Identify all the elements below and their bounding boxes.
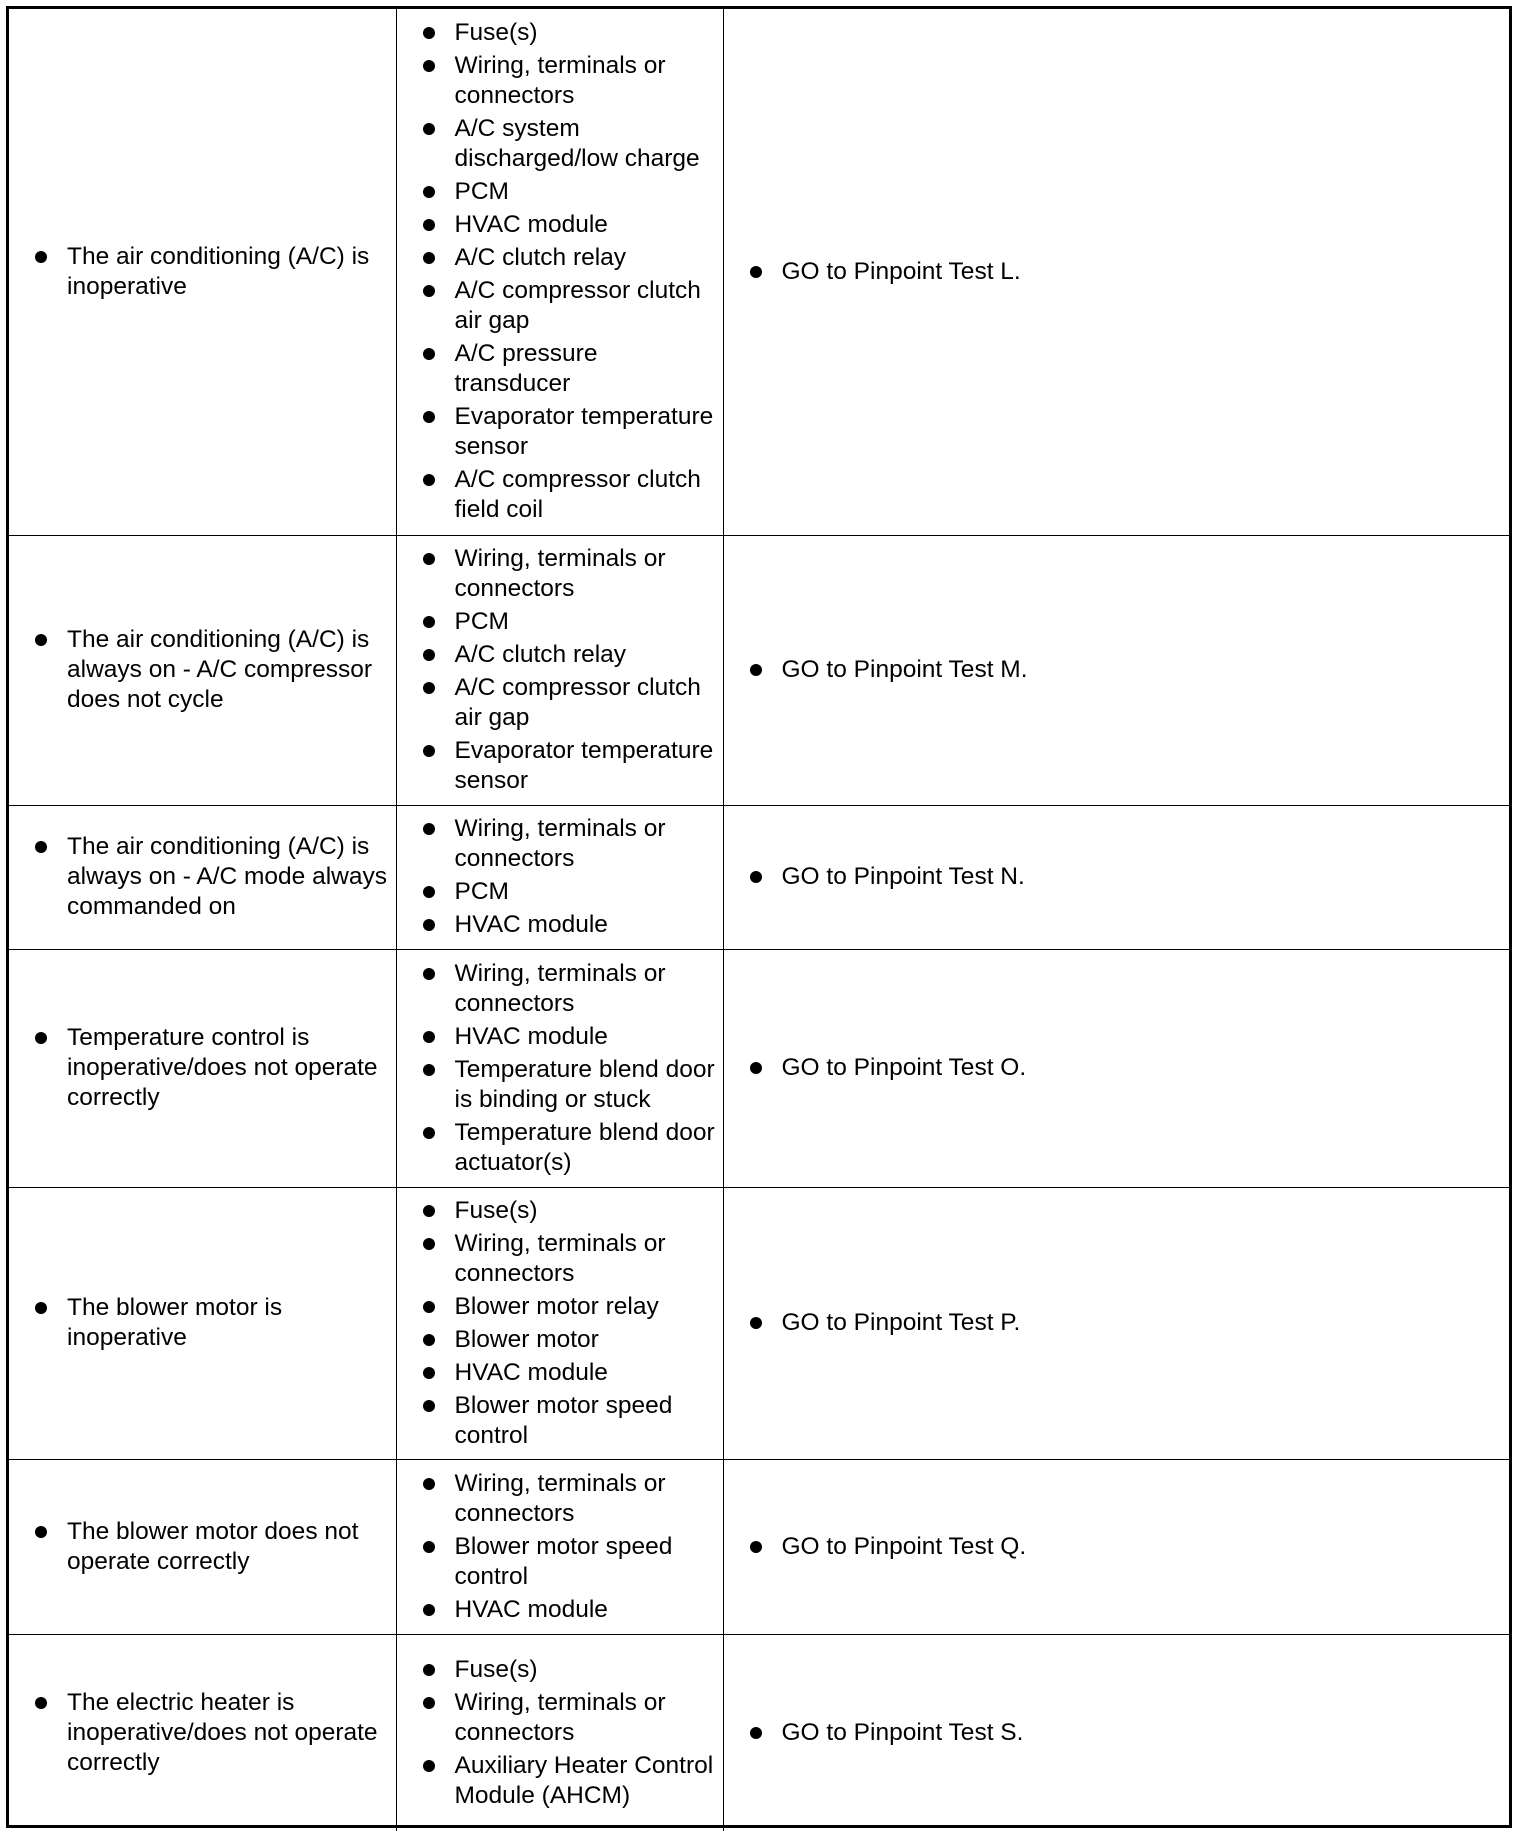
list-item (423, 51, 719, 111)
list-item (423, 1196, 719, 1226)
list-item (750, 1053, 1502, 1083)
action-cell (723, 1187, 1509, 1459)
bullet-icon (423, 1367, 435, 1379)
bullet-icon (423, 252, 435, 264)
symptom-chart-frame (6, 6, 1512, 1828)
list-item (423, 1655, 719, 1685)
list-item (35, 1517, 388, 1577)
cause-text: Fuse(s) (454, 1655, 538, 1683)
list-item (423, 1391, 719, 1451)
bullet-icon (750, 1062, 762, 1074)
cause-text: Evaporator temperature sensor (454, 737, 714, 794)
list-item (423, 1292, 719, 1322)
cause-text: A/C system discharged/low charge (454, 115, 700, 173)
bullet-icon (423, 348, 435, 360)
list-item (35, 1688, 388, 1778)
table-row (9, 949, 1509, 1187)
bullet-icon (423, 553, 435, 565)
cause-text: Temperature blend door actuator(s) (454, 1118, 715, 1176)
causes-cell (396, 1187, 723, 1459)
list-item (423, 910, 719, 940)
cause-text: PCM (454, 878, 509, 905)
causes-cell (396, 1634, 723, 1831)
list-item (423, 814, 719, 874)
table-row (9, 1634, 1509, 1831)
bullet-icon (423, 823, 435, 835)
bullet-icon (35, 251, 47, 263)
bullet-icon (423, 1760, 435, 1772)
cause-text: Wiring, terminals or connectors (454, 1469, 666, 1527)
bullet-icon (423, 1301, 435, 1313)
causes-cell (396, 949, 723, 1187)
bullet-icon (750, 1727, 762, 1739)
action-cell (723, 949, 1509, 1187)
cause-text: HVAC module (454, 911, 608, 938)
table-row (9, 805, 1509, 949)
bullet-icon (423, 60, 435, 72)
list-item (423, 1595, 719, 1625)
action-text: GO to Pinpoint Test O. (781, 1054, 1027, 1081)
action-text: GO to Pinpoint Test L. (781, 257, 1021, 285)
bullet-icon (423, 123, 435, 135)
bullet-icon (423, 1400, 435, 1412)
list-item (750, 1532, 1502, 1562)
list-item (423, 607, 719, 637)
list-item (423, 1688, 719, 1748)
list-item (750, 257, 1502, 287)
condition-text: The electric heater is inoperative/does not operate correctly (67, 1688, 378, 1776)
condition-text: The air conditioning (A/C) is always on - A/C compressor does not cycle (67, 626, 372, 713)
bullet-icon (423, 682, 435, 694)
cause-text: Fuse(s) (454, 19, 538, 47)
action-text: GO to Pinpoint Test S. (781, 1718, 1024, 1746)
cause-text: PCM (454, 178, 509, 206)
cause-text: A/C compressor clutch air gap (454, 674, 701, 731)
bullet-icon (423, 919, 435, 931)
table-row (9, 1459, 1509, 1634)
list-item (423, 276, 719, 336)
condition-text: The air conditioning (A/C) is always on - A/C mode always commanded on (67, 833, 387, 920)
list-item (423, 402, 719, 462)
bullet-icon (423, 1478, 435, 1490)
cause-text: A/C clutch relay (454, 641, 627, 668)
bullet-icon (750, 266, 762, 278)
action-text: GO to Pinpoint Test M. (781, 656, 1028, 683)
cause-text: HVAC module (454, 1358, 608, 1386)
list-item (423, 673, 719, 733)
list-item (423, 959, 719, 1019)
action-cell (723, 1634, 1509, 1831)
cause-text: Auxiliary Heater Control Module (AHCM) (454, 1751, 714, 1809)
cause-text: Temperature blend door is binding or stuck (454, 1055, 715, 1113)
cause-text: Wiring, terminals or connectors (454, 815, 666, 872)
list-item (423, 18, 719, 48)
causes-list (423, 814, 719, 940)
cause-text: Fuse(s) (454, 1196, 538, 1224)
bullet-icon (35, 841, 47, 853)
bullet-icon (423, 745, 435, 757)
bullet-icon (750, 871, 762, 883)
causes-cell (396, 805, 723, 949)
causes-list (423, 1196, 719, 1451)
symptom-chart-body (9, 9, 1509, 1831)
cause-text: HVAC module (454, 211, 608, 239)
bullet-icon (423, 285, 435, 297)
condition-cell (9, 9, 396, 535)
bullet-icon (423, 1127, 435, 1139)
cause-text: Wiring, terminals or connectors (454, 1229, 666, 1287)
list-item (423, 544, 719, 604)
condition-cell (9, 1634, 396, 1831)
table-row (9, 535, 1509, 805)
action-text: GO to Pinpoint Test P. (781, 1309, 1021, 1336)
action-text: GO to Pinpoint Test Q. (781, 1532, 1027, 1560)
list-item (35, 1293, 388, 1353)
list-item (423, 1022, 719, 1052)
cause-text: A/C compressor clutch air gap (454, 277, 701, 335)
bullet-icon (35, 1032, 47, 1044)
condition-cell (9, 1187, 396, 1459)
bullet-icon (423, 186, 435, 198)
bullet-icon (423, 886, 435, 898)
condition-text: The blower motor is inoperative (67, 1294, 283, 1351)
bullet-icon (423, 1664, 435, 1676)
bullet-icon (423, 27, 435, 39)
causes-list (423, 959, 719, 1178)
list-item (750, 1718, 1502, 1748)
bullet-icon (423, 1205, 435, 1217)
condition-cell (9, 1459, 396, 1634)
cause-text: Blower motor relay (454, 1292, 659, 1320)
bullet-icon (423, 968, 435, 980)
cause-text: Blower motor speed control (454, 1532, 673, 1590)
bullet-icon (35, 1526, 47, 1538)
list-item (423, 1055, 719, 1115)
bullet-icon (423, 1697, 435, 1709)
action-cell (723, 1459, 1509, 1634)
condition-cell (9, 805, 396, 949)
list-item (750, 655, 1502, 685)
bullet-icon (423, 1064, 435, 1076)
list-item (423, 877, 719, 907)
bullet-icon (423, 411, 435, 423)
causes-cell (396, 535, 723, 805)
list-item (423, 465, 719, 525)
cause-text: A/C clutch relay (454, 244, 627, 272)
cause-text: Blower motor (454, 1325, 599, 1353)
list-item (423, 1325, 719, 1355)
bullet-icon (423, 474, 435, 486)
bullet-icon (423, 649, 435, 661)
list-item (423, 177, 719, 207)
causes-cell (396, 1459, 723, 1634)
cause-text: PCM (454, 608, 509, 635)
list-item (423, 640, 719, 670)
condition-text: The air conditioning (A/C) is inoperative (67, 242, 370, 300)
bullet-icon (750, 1317, 762, 1329)
cause-text: Wiring, terminals or connectors (454, 1688, 666, 1746)
condition-text: The blower motor does not operate correctly (67, 1517, 359, 1575)
bullet-icon (423, 1031, 435, 1043)
cause-text: HVAC module (454, 1595, 608, 1623)
bullet-icon (35, 1697, 47, 1709)
list-item (423, 736, 719, 796)
cause-text: A/C compressor clutch field coil (454, 466, 701, 524)
condition-cell (9, 949, 396, 1187)
cause-text: Blower motor speed control (454, 1391, 673, 1449)
action-cell (723, 805, 1509, 949)
bullet-icon (423, 616, 435, 628)
bullet-icon (423, 1541, 435, 1553)
list-item (423, 1751, 719, 1811)
cause-text: A/C pressure transducer (454, 340, 598, 398)
table-row (9, 1187, 1509, 1459)
action-cell (723, 9, 1509, 535)
list-item (750, 1308, 1502, 1338)
bullet-icon (423, 1604, 435, 1616)
cause-text: Wiring, terminals or connectors (454, 52, 666, 110)
list-item (35, 1023, 388, 1113)
list-item (423, 1469, 719, 1529)
cause-text: HVAC module (454, 1022, 608, 1050)
list-item (423, 1532, 719, 1592)
list-item (423, 1118, 719, 1178)
list-item (423, 210, 719, 240)
bullet-icon (35, 634, 47, 646)
list-item (423, 1358, 719, 1388)
list-item (423, 114, 719, 174)
list-item (423, 339, 719, 399)
list-item (423, 243, 719, 273)
bullet-icon (750, 664, 762, 676)
causes-list (423, 1469, 719, 1625)
list-item (35, 832, 388, 922)
causes-list (423, 18, 719, 525)
bullet-icon (423, 1334, 435, 1346)
condition-cell (9, 535, 396, 805)
cause-text: Wiring, terminals or connectors (454, 545, 666, 602)
bullet-icon (423, 1238, 435, 1250)
condition-text: Temperature control is inoperative/does not operate correctly (67, 1024, 378, 1111)
bullet-icon (750, 1541, 762, 1553)
list-item (750, 862, 1502, 892)
list-item (35, 242, 388, 302)
causes-list (423, 1655, 719, 1811)
list-item (35, 625, 388, 715)
action-text: GO to Pinpoint Test N. (781, 863, 1025, 890)
bullet-icon (423, 219, 435, 231)
cause-text: Evaporator temperature sensor (454, 403, 714, 461)
cause-text: Wiring, terminals or connectors (454, 959, 666, 1017)
bullet-icon (35, 1302, 47, 1314)
causes-list (423, 544, 719, 796)
causes-cell (396, 9, 723, 535)
symptom-chart-table (9, 9, 1509, 1831)
table-row (9, 9, 1509, 535)
list-item (423, 1229, 719, 1289)
action-cell (723, 535, 1509, 805)
